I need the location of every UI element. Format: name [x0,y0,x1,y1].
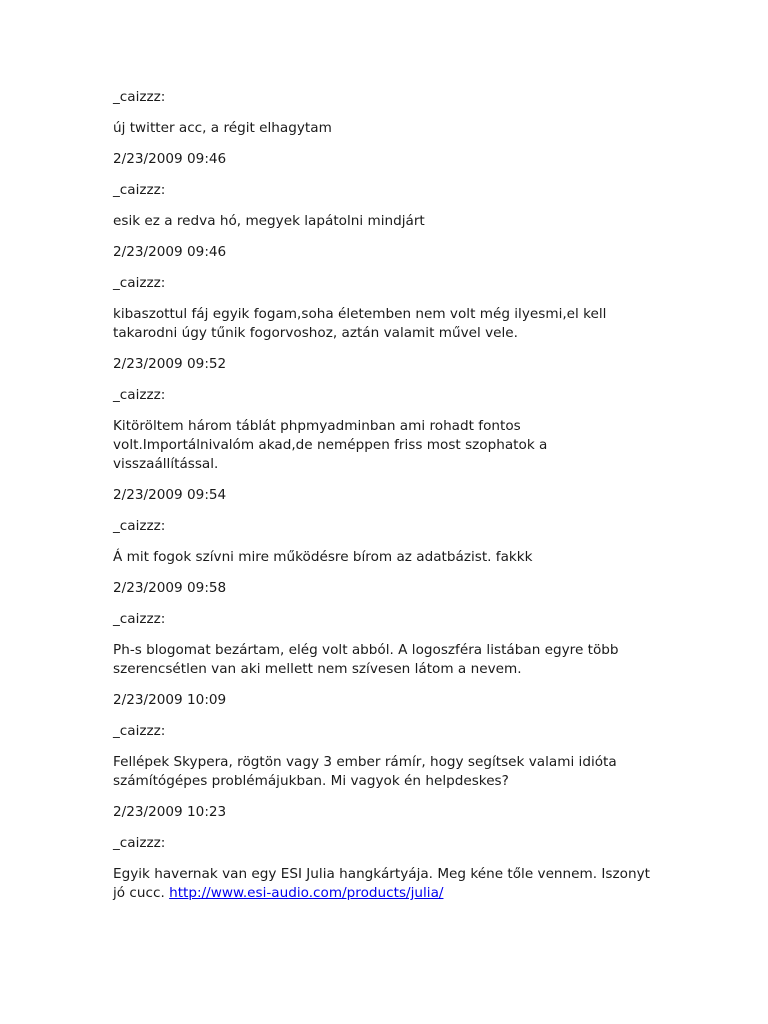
tweet-text: Á mit fogok szívni mire működésre bírom az adatbázist. fakkk [113,549,533,565]
tweet-author: _caizzz: [113,723,166,739]
tweet-author: _caizzz: [113,611,166,627]
tweet-entry [113,722,653,822]
tweet-author: _caizzz: [113,518,166,534]
tweet-text: esik ez a redva hó, megyek lapátolni mindjárt [113,213,425,229]
document-page [113,88,653,915]
tweet-author: _caizzz: [113,182,166,198]
tweet-entry [113,181,653,262]
product-link[interactable]: http://www.esi-audio.com/products/julia/ [169,885,444,901]
tweet-text: Egyik havernak van egy ESI Julia hangkártyája. Meg kéne tőle vennem. Iszonyt jó cucc. [113,866,655,901]
tweet-entry [113,610,653,710]
tweet-timestamp: 2/23/2009 10:23 [113,804,227,820]
tweet-author: _caizzz: [113,89,166,105]
tweet-entry [113,274,653,374]
tweet-timestamp: 2/23/2009 09:46 [113,244,227,260]
tweet-text-with-link [113,865,653,903]
tweet-entry [113,386,653,505]
tweet-timestamp: 2/23/2009 09:52 [113,356,227,372]
tweet-text: Ph-s blogomat bezártam, elég volt abból. A logoszféra listában egyre több szerencsétlen van aki mellett nem szívesen látom a nevem. [113,642,623,677]
tweet-text: Kitöröltem három táblát phpmyadminban ami rohadt fontos volt.Importálnivalóm akad,de neméppen friss most szophatok a visszaállítással. [113,418,552,472]
tweet-author: _caizzz: [113,835,166,851]
tweet-text: Fellépek Skypera, rögtön vagy 3 ember rámír, hogy segítsek valami idióta számítógépes problémájukban. Mi vagyok én helpdeskes? [113,754,622,789]
tweet-entry [113,88,653,169]
tweet-timestamp: 2/23/2009 09:58 [113,580,227,596]
tweet-author: _caizzz: [113,387,166,403]
tweet-text: új twitter acc, a régit elhagytam [113,120,332,136]
tweet-timestamp: 2/23/2009 09:46 [113,151,227,167]
tweet-timestamp: 2/23/2009 09:54 [113,487,227,503]
tweet-entry [113,517,653,598]
tweet-entry [113,834,653,903]
tweet-author: _caizzz: [113,275,166,291]
tweet-timestamp: 2/23/2009 10:09 [113,692,227,708]
tweet-text: kibaszottul fáj egyik fogam,soha életemben nem volt még ilyesmi,el kell takarodni úgy tűnik fogorvoshoz, aztán valamit művel vele. [113,306,611,341]
